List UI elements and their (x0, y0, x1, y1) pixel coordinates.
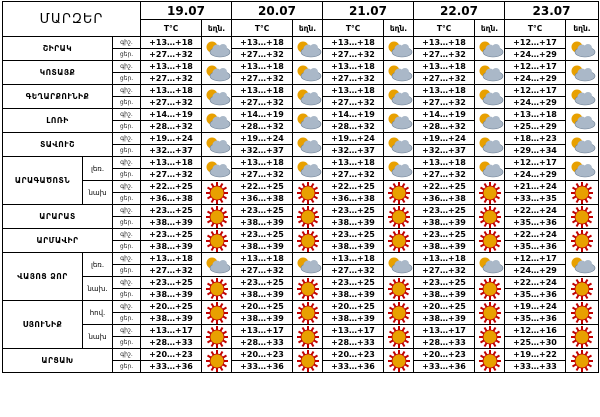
sunny-icon (384, 349, 414, 373)
day-temp: +25…+30 (505, 337, 566, 349)
night-temp: +20…+23 (232, 349, 293, 361)
day-temp: +38…+39 (232, 313, 293, 325)
day-label: ցեր. (113, 73, 141, 85)
night-temp: +20…+25 (141, 301, 202, 313)
forecast-table (2, 1, 599, 373)
region-name: ՍՅՈՒՆԻՔ (3, 301, 83, 349)
day-label: ցեր. (113, 97, 141, 109)
table-row (3, 109, 599, 121)
partly-cloudy-icon (475, 85, 505, 109)
region-name: ԿՈՏԱՅՔ (3, 61, 113, 85)
sunny-icon (475, 349, 505, 373)
night-temp: +23…+25 (414, 229, 475, 241)
night-temp: +13…+17 (141, 325, 202, 337)
night-temp: +13…+18 (323, 61, 384, 73)
night-temp: +13…+18 (414, 85, 475, 97)
day-temp: +27…+32 (414, 73, 475, 85)
partly-cloudy-icon (475, 253, 505, 277)
table-row (3, 301, 599, 313)
day-temp: +27…+32 (232, 169, 293, 181)
day-temp: +36…+38 (414, 193, 475, 205)
table-row (3, 277, 599, 289)
day-temp: +28…+32 (232, 121, 293, 133)
sunny-icon (384, 277, 414, 301)
night-temp: +23…+25 (232, 277, 293, 289)
day-temp: +28…+33 (414, 337, 475, 349)
night-temp: +23…+25 (323, 229, 384, 241)
partly-cloudy-icon (475, 109, 505, 133)
night-temp: +23…+25 (232, 229, 293, 241)
night-temp: +13…+18 (414, 61, 475, 73)
day-temp: +38…+39 (323, 217, 384, 229)
night-temp: +13…+18 (414, 37, 475, 49)
night-temp: +20…+25 (414, 301, 475, 313)
day-temp: +35…+36 (505, 313, 566, 325)
day-label: ցեր. (113, 337, 141, 349)
night-temp: +23…+25 (323, 205, 384, 217)
day-temp: +38…+39 (141, 241, 202, 253)
partly-cloudy-icon (202, 85, 232, 109)
night-temp: +13…+18 (141, 253, 202, 265)
partly-cloudy-icon (566, 157, 599, 181)
day-temp: +38…+39 (414, 313, 475, 325)
night-temp: +19…+24 (141, 133, 202, 145)
day-temp: +32…+37 (323, 145, 384, 157)
night-temp: +22…+24 (505, 229, 566, 241)
day-temp: +25…+29 (505, 121, 566, 133)
night-temp: +23…+25 (232, 205, 293, 217)
day-temp: +32…+37 (414, 145, 475, 157)
condition-column-header: եղն. (475, 20, 505, 37)
day-label: ցեր. (113, 49, 141, 61)
night-temp: +13…+18 (232, 85, 293, 97)
day-temp: +33…+36 (414, 361, 475, 373)
night-temp: +13…+18 (141, 85, 202, 97)
partly-cloudy-icon (293, 253, 323, 277)
day-temp: +36…+38 (232, 193, 293, 205)
night-label: գիշ. (113, 325, 141, 337)
table-row (3, 205, 599, 217)
table-row (3, 133, 599, 145)
night-label: գիշ. (113, 109, 141, 121)
partly-cloudy-icon (384, 253, 414, 277)
partly-cloudy-icon (384, 61, 414, 85)
partly-cloudy-icon (384, 109, 414, 133)
day-temp: +27…+32 (414, 49, 475, 61)
night-temp: +14…+19 (232, 109, 293, 121)
day-temp: +27…+32 (414, 265, 475, 277)
night-temp: +23…+25 (141, 205, 202, 217)
sunny-icon (202, 301, 232, 325)
terrain-label: լեռ. (83, 253, 113, 277)
night-temp: +12…+17 (505, 85, 566, 97)
night-temp: +19…+22 (505, 349, 566, 361)
table-row (3, 253, 599, 265)
night-temp: +23…+25 (414, 277, 475, 289)
day-temp: +38…+39 (323, 289, 384, 301)
day-temp: +27…+32 (323, 73, 384, 85)
partly-cloudy-icon (293, 37, 323, 61)
sunny-icon (384, 205, 414, 229)
sunny-icon (293, 229, 323, 253)
night-temp: +12…+17 (505, 157, 566, 169)
day-label: ցեր. (113, 217, 141, 229)
day-temp: +38…+39 (232, 289, 293, 301)
night-temp: +19…+24 (505, 301, 566, 313)
night-temp: +22…+25 (414, 181, 475, 193)
partly-cloudy-icon (293, 109, 323, 133)
partly-cloudy-icon (202, 61, 232, 85)
day-temp: +38…+39 (323, 241, 384, 253)
sunny-icon (384, 229, 414, 253)
partly-cloudy-icon (566, 133, 599, 157)
night-temp: +22…+24 (505, 205, 566, 217)
day-temp: +27…+32 (141, 97, 202, 109)
sunny-icon (202, 229, 232, 253)
night-temp: +14…+19 (141, 109, 202, 121)
night-temp: +13…+18 (232, 157, 293, 169)
day-temp: +24…+29 (505, 265, 566, 277)
day-temp: +35…+36 (505, 241, 566, 253)
date-header: 21.07 (323, 2, 414, 20)
partly-cloudy-icon (202, 157, 232, 181)
sunny-icon (566, 349, 599, 373)
partly-cloudy-icon (475, 61, 505, 85)
sunny-icon (293, 205, 323, 229)
night-temp: +13…+18 (232, 37, 293, 49)
night-temp: +20…+23 (414, 349, 475, 361)
sunny-icon (566, 205, 599, 229)
region-name: ՎԱՅՈՑ ՁՈՐ (3, 253, 83, 301)
day-temp: +32…+37 (232, 145, 293, 157)
partly-cloudy-icon (293, 157, 323, 181)
partly-cloudy-icon (566, 85, 599, 109)
day-temp: +27…+32 (323, 97, 384, 109)
regions-header: ՄԱՐԶԵՐ (3, 2, 141, 37)
date-header: 19.07 (141, 2, 232, 20)
sunny-icon (202, 205, 232, 229)
night-label: գիշ. (113, 229, 141, 241)
day-temp: +38…+39 (414, 217, 475, 229)
sunny-icon (475, 229, 505, 253)
night-label: գիշ. (113, 37, 141, 49)
day-temp: +24…+29 (505, 169, 566, 181)
sunny-icon (293, 325, 323, 349)
night-temp: +12…+17 (505, 253, 566, 265)
day-label: ցեր. (113, 313, 141, 325)
sunny-icon (384, 301, 414, 325)
table-row (3, 181, 599, 193)
night-temp: +12…+16 (505, 325, 566, 337)
day-label: ցեր. (113, 121, 141, 133)
sunny-icon (475, 205, 505, 229)
night-temp: +13…+18 (323, 37, 384, 49)
day-temp: +38…+39 (141, 289, 202, 301)
night-temp: +18…+23 (505, 133, 566, 145)
terrain-label: նախ (83, 181, 113, 205)
day-label: ցեր. (113, 241, 141, 253)
partly-cloudy-icon (202, 37, 232, 61)
night-temp: +23…+25 (141, 277, 202, 289)
day-label: ցեր. (113, 265, 141, 277)
condition-column-header: եղն. (202, 20, 232, 37)
night-temp: +23…+25 (323, 277, 384, 289)
day-label: ցեր. (113, 361, 141, 373)
sunny-icon (202, 277, 232, 301)
day-temp: +27…+32 (323, 265, 384, 277)
night-label: գիշ. (113, 253, 141, 265)
day-temp: +27…+32 (232, 97, 293, 109)
day-temp: +28…+32 (141, 121, 202, 133)
night-temp: +13…+18 (141, 61, 202, 73)
table-row (3, 157, 599, 169)
night-label: գիշ. (113, 205, 141, 217)
night-temp: +22…+25 (323, 181, 384, 193)
night-temp: +13…+18 (414, 253, 475, 265)
partly-cloudy-icon (384, 85, 414, 109)
temp-column-header: T°C (414, 20, 475, 37)
partly-cloudy-icon (202, 253, 232, 277)
day-temp: +32…+37 (141, 145, 202, 157)
sunny-icon (475, 181, 505, 205)
date-header: 23.07 (505, 2, 599, 20)
night-temp: +14…+19 (414, 109, 475, 121)
day-temp: +38…+39 (414, 289, 475, 301)
table-row (3, 61, 599, 73)
night-label: գիշ. (113, 61, 141, 73)
day-temp: +38…+39 (141, 217, 202, 229)
condition-column-header: եղն. (384, 20, 414, 37)
night-label: գիշ. (113, 301, 141, 313)
partly-cloudy-icon (384, 37, 414, 61)
day-temp: +35…+36 (505, 289, 566, 301)
sunny-icon (566, 277, 599, 301)
night-label: գիշ. (113, 349, 141, 361)
night-temp: +13…+18 (323, 157, 384, 169)
sunny-icon (293, 277, 323, 301)
day-temp: +24…+29 (505, 97, 566, 109)
day-temp: +28…+32 (414, 121, 475, 133)
region-name: ԱՐՑԱԽ (3, 349, 113, 373)
condition-column-header: եղն. (566, 20, 599, 37)
day-temp: +38…+39 (141, 313, 202, 325)
day-temp: +27…+32 (141, 73, 202, 85)
night-temp: +23…+25 (414, 205, 475, 217)
terrain-label: հով. (83, 301, 113, 325)
night-temp: +23…+25 (141, 229, 202, 241)
night-temp: +21…+24 (505, 181, 566, 193)
partly-cloudy-icon (566, 61, 599, 85)
day-temp: +33…+36 (323, 361, 384, 373)
night-label: գիշ. (113, 277, 141, 289)
night-label: գիշ. (113, 85, 141, 97)
day-temp: +27…+32 (232, 265, 293, 277)
night-temp: +13…+18 (141, 37, 202, 49)
condition-column-header: եղն. (293, 20, 323, 37)
night-label: գիշ. (113, 181, 141, 193)
day-temp: +27…+32 (323, 169, 384, 181)
night-temp: +13…+18 (323, 85, 384, 97)
region-name: ՇԻՐԱԿ (3, 37, 113, 61)
day-temp: +28…+33 (232, 337, 293, 349)
night-temp: +13…+17 (232, 325, 293, 337)
partly-cloudy-icon (475, 157, 505, 181)
day-temp: +33…+35 (505, 193, 566, 205)
day-temp: +29…+34 (505, 145, 566, 157)
night-label: գիշ. (113, 133, 141, 145)
night-temp: +13…+18 (323, 253, 384, 265)
partly-cloudy-icon (384, 133, 414, 157)
night-temp: +13…+17 (323, 325, 384, 337)
day-temp: +27…+32 (323, 49, 384, 61)
day-temp: +27…+32 (414, 169, 475, 181)
day-temp: +36…+38 (323, 193, 384, 205)
partly-cloudy-icon (566, 253, 599, 277)
day-label: ցեր. (113, 145, 141, 157)
sunny-icon (202, 181, 232, 205)
region-name: ԱՐԱԳԱԾՈՏՆ (3, 157, 83, 205)
table-row (3, 229, 599, 241)
night-temp: +19…+24 (323, 133, 384, 145)
night-temp: +19…+24 (414, 133, 475, 145)
day-temp: +28…+33 (323, 337, 384, 349)
night-temp: +13…+18 (232, 61, 293, 73)
day-temp: +27…+32 (141, 169, 202, 181)
day-temp: +27…+32 (232, 49, 293, 61)
night-temp: +13…+18 (232, 253, 293, 265)
temp-column-header: T°C (323, 20, 384, 37)
night-temp: +20…+23 (141, 349, 202, 361)
partly-cloudy-icon (475, 37, 505, 61)
day-temp: +27…+32 (232, 73, 293, 85)
day-temp: +27…+32 (141, 265, 202, 277)
sunny-icon (384, 325, 414, 349)
day-temp: +36…+38 (141, 193, 202, 205)
region-name: ԼՈՌԻ (3, 109, 113, 133)
day-label: ցեր. (113, 193, 141, 205)
terrain-label: նախ (83, 325, 113, 349)
temp-column-header: T°C (141, 20, 202, 37)
day-label: ցեր. (113, 169, 141, 181)
night-temp: +12…+17 (505, 61, 566, 73)
partly-cloudy-icon (566, 109, 599, 133)
day-temp: +33…+36 (232, 361, 293, 373)
sunny-icon (566, 325, 599, 349)
day-temp: +24…+29 (505, 49, 566, 61)
sunny-icon (202, 325, 232, 349)
table-row (3, 349, 599, 361)
partly-cloudy-icon (384, 157, 414, 181)
day-temp: +28…+32 (323, 121, 384, 133)
night-temp: +22…+25 (232, 181, 293, 193)
table-row (3, 325, 599, 337)
partly-cloudy-icon (293, 61, 323, 85)
temp-column-header: T°C (232, 20, 293, 37)
night-label: գիշ. (113, 157, 141, 169)
night-temp: +13…+18 (505, 109, 566, 121)
sunny-icon (475, 301, 505, 325)
partly-cloudy-icon (293, 85, 323, 109)
table-row (3, 85, 599, 97)
partly-cloudy-icon (566, 37, 599, 61)
night-temp: +20…+25 (323, 301, 384, 313)
day-temp: +27…+32 (414, 97, 475, 109)
sunny-icon (566, 229, 599, 253)
region-name: ՏԱՎՈՒՇ (3, 133, 113, 157)
night-temp: +20…+25 (232, 301, 293, 313)
partly-cloudy-icon (293, 133, 323, 157)
day-temp: +38…+39 (414, 241, 475, 253)
night-temp: +22…+24 (505, 277, 566, 289)
night-temp: +22…+25 (141, 181, 202, 193)
night-temp: +20…+23 (323, 349, 384, 361)
region-name: ԳԵՂԱՐՔՈՒՆԻՔ (3, 85, 113, 109)
night-temp: +13…+18 (141, 157, 202, 169)
region-name: ԱՐԱՐԱՏ (3, 205, 113, 229)
sunny-icon (202, 349, 232, 373)
partly-cloudy-icon (202, 133, 232, 157)
terrain-label: նախ. (83, 277, 113, 301)
day-temp: +38…+39 (232, 217, 293, 229)
day-temp: +33…+33 (505, 361, 566, 373)
sunny-icon (293, 349, 323, 373)
day-temp: +33…+36 (141, 361, 202, 373)
sunny-icon (475, 277, 505, 301)
day-temp: +28…+33 (141, 337, 202, 349)
date-header: 20.07 (232, 2, 323, 20)
date-header: 22.07 (414, 2, 505, 20)
day-temp: +27…+32 (141, 49, 202, 61)
sunny-icon (475, 325, 505, 349)
night-temp: +13…+18 (414, 157, 475, 169)
sunny-icon (293, 181, 323, 205)
sunny-icon (566, 181, 599, 205)
partly-cloudy-icon (202, 109, 232, 133)
terrain-label: լեռ. (83, 157, 113, 181)
day-temp: +38…+39 (232, 241, 293, 253)
table-row (3, 37, 599, 49)
temp-column-header: T°C (505, 20, 566, 37)
day-temp: +24…+29 (505, 73, 566, 85)
sunny-icon (384, 181, 414, 205)
day-label: ցեր. (113, 289, 141, 301)
night-temp: +13…+17 (414, 325, 475, 337)
night-temp: +14…+19 (323, 109, 384, 121)
partly-cloudy-icon (475, 133, 505, 157)
sunny-icon (293, 301, 323, 325)
night-temp: +12…+17 (505, 37, 566, 49)
day-temp: +35…+36 (505, 217, 566, 229)
region-name: ԱՐՄԱՎԻՐ (3, 229, 113, 253)
day-temp: +38…+39 (323, 313, 384, 325)
sunny-icon (566, 301, 599, 325)
night-temp: +19…+24 (232, 133, 293, 145)
